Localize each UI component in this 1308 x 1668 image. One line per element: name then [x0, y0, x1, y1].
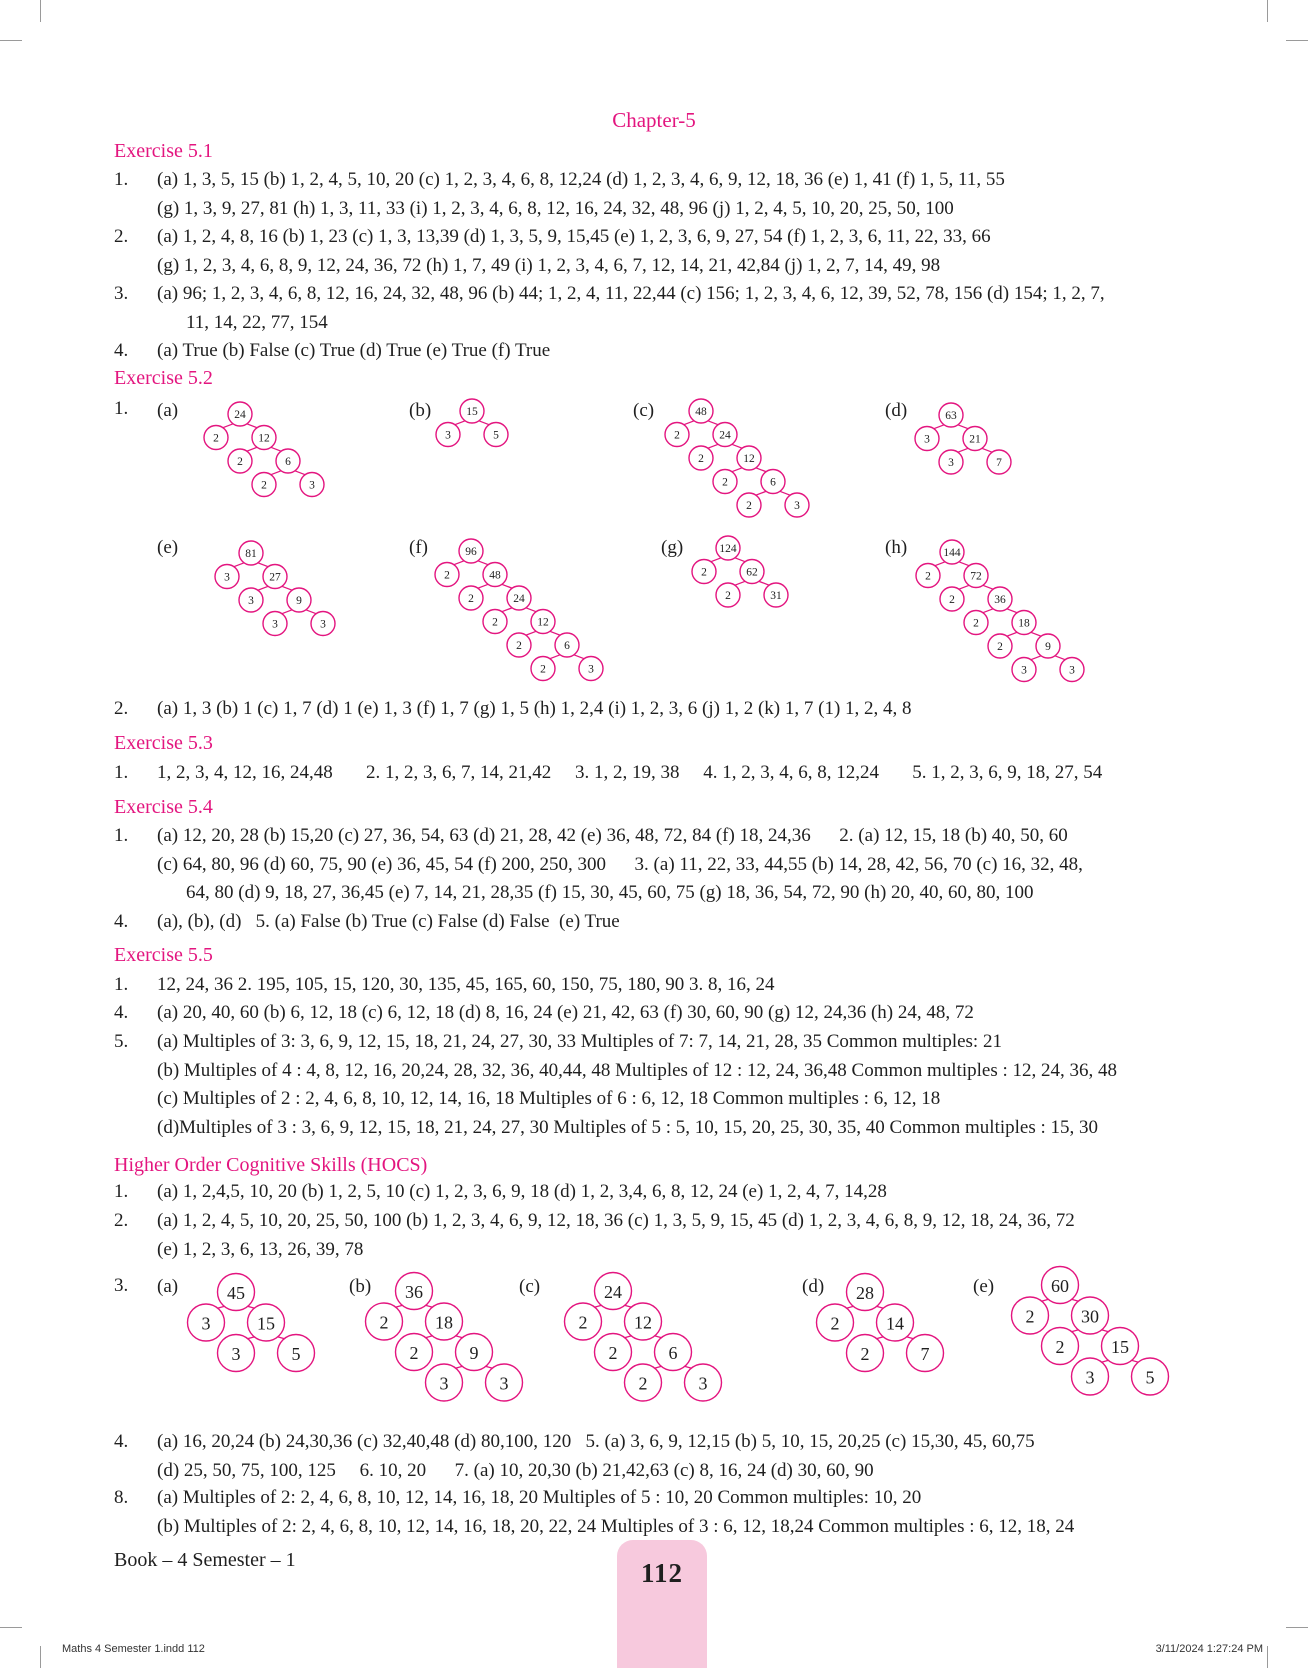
tree-node-value: 5	[1145, 1367, 1155, 1388]
tree-node-value: 2	[725, 590, 731, 602]
tree-node	[531, 610, 555, 634]
tree-node	[964, 611, 988, 635]
tree-node	[964, 564, 988, 588]
tree-node	[366, 1303, 403, 1340]
tree-node-value: 36	[994, 594, 1006, 606]
tree-node	[740, 560, 764, 584]
tree-node-value: 2	[925, 570, 931, 583]
tree-node-value: 72	[970, 570, 982, 583]
tree-node	[435, 563, 459, 587]
tree-node	[988, 587, 1012, 611]
tree-node-value: 30	[1081, 1306, 1099, 1327]
tree-node-value: 12	[743, 453, 755, 465]
tree-node-value: 3	[201, 1313, 211, 1334]
tree-node	[737, 446, 761, 470]
tree-node-value: 3	[588, 663, 594, 676]
answer-line: (a) 16, 20,24 (b) 24,30,36 (c) 32,40,48 (d) 80,100, 120 5. (a) 3, 6, 9, 12,15 (b) 5, 10, 15, 20,25 (c) 15,30, 45, 60,75	[157, 1431, 1035, 1452]
tree-node	[396, 1334, 433, 1371]
tree-node-value: 6	[564, 640, 570, 652]
book-semester-label: Book – 4 Semester – 1	[114, 1549, 296, 1571]
item-number: 1.	[114, 762, 129, 783]
tree-node	[579, 657, 603, 681]
tree-node-value: 3	[1021, 664, 1027, 677]
tree-node	[239, 588, 263, 612]
tree-node	[507, 586, 531, 610]
item-number: 5.	[114, 1031, 129, 1052]
answer-line: (a) 1, 2,4,5, 10, 20 (b) 1, 2, 5, 10 (c) 1, 2, 3, 6, 9, 18 (d) 1, 2, 3,4, 6, 8, 12, 24 (e) 1, 2, 4, 7, 14,28	[157, 1181, 887, 1202]
item-number: 1.	[114, 974, 129, 995]
tree-node-value: 2	[608, 1343, 618, 1363]
answer-line: (d) 25, 50, 75, 100, 125 6. 10, 20 7. (a) 10, 20,30 (b) 21,42,63 (c) 8, 16, 24 (d) 30, 60, 90	[157, 1459, 874, 1481]
tree-node-value: 3	[948, 457, 954, 469]
tree-node	[689, 446, 713, 470]
tree-node	[311, 612, 335, 636]
tree-node-value: 2	[213, 432, 219, 445]
tree-node-value: 48	[489, 569, 501, 582]
tree-node	[764, 583, 788, 607]
hocs-tree-label: (a)	[157, 1276, 179, 1297]
answer-line: (a) 1, 3 (b) 1 (c) 1, 7 (d) 1 (e) 1, 3 (f) 1, 7 (g) 1, 5 (h) 1, 2,4 (i) 1, 2, 3, 6 (j) 1, 2 (k) 1, 7 (1) 1, 2, 4, 8	[157, 698, 912, 719]
tree-node	[287, 588, 311, 612]
tree-node-value: 15	[257, 1313, 275, 1334]
chapter-title: Chapter-5	[612, 108, 696, 132]
tree-node	[1042, 1328, 1079, 1365]
tree-node	[939, 450, 963, 474]
tree-node-value: 21	[969, 433, 981, 446]
hocs-tree-label: (d)	[802, 1276, 825, 1297]
tree-node-value: 6	[668, 1343, 678, 1363]
tree-node	[486, 1364, 523, 1401]
tree-node-value: 36	[405, 1282, 423, 1302]
tree-node	[1012, 611, 1036, 635]
tree-node	[1072, 1358, 1109, 1395]
tree-node	[483, 610, 507, 634]
answer-line: (a) 96; 1, 2, 3, 4, 6, 8, 12, 16, 24, 32, 48, 96 (b) 44; 1, 2, 4, 11, 22,44 (c) 156; 1, 2, 3, 4, 6, 12, 39, 52, 78, 156 (d) 154; 1, 2, 7,	[157, 283, 1105, 304]
tree-node-value: 2	[949, 594, 955, 606]
exercise-5-1-heading: Exercise 5.1	[114, 140, 213, 162]
ex52-tree-label: (f)	[409, 537, 428, 558]
answer-line: 64, 80 (d) 9, 18, 27, 36,45 (e) 7, 14, 21, 28,35 (f) 15, 30, 45, 60, 75 (g) 18, 36, 54, 72, 90 (h) 20, 40, 60, 80, 100	[186, 882, 1034, 903]
tree-node	[595, 1273, 632, 1310]
item-number: 2.	[114, 226, 129, 247]
page-number: 112	[640, 1558, 683, 1588]
tree-node-value: 2	[409, 1343, 419, 1363]
tree-node-value: 3	[439, 1373, 449, 1394]
tree-node	[456, 1334, 493, 1371]
tree-node	[531, 657, 555, 681]
ex52-tree-label: (a)	[157, 400, 179, 421]
tree-node	[188, 1304, 225, 1341]
hocs-tree-label: (b)	[349, 1276, 372, 1297]
tree-node	[555, 633, 579, 657]
tree-node-value: 3	[794, 500, 800, 512]
tree-node-value: 2	[492, 616, 498, 629]
tree-node	[655, 1334, 692, 1371]
exercise-5-2-heading: Exercise 5.2	[114, 367, 213, 389]
tree-node-value: 2	[722, 476, 728, 489]
tree-node	[877, 1304, 914, 1341]
tree-node-value: 2	[638, 1373, 648, 1394]
tree-node	[565, 1303, 602, 1340]
tree-node-value: 7	[920, 1344, 930, 1364]
tree-node-value: 2	[674, 429, 680, 442]
tree-node-value: 3	[231, 1344, 241, 1364]
tree-node	[1102, 1328, 1139, 1365]
tree-node-value: 3	[698, 1373, 708, 1394]
item-number: 2.	[114, 698, 129, 719]
answer-line: (a) 12, 20, 28 (b) 15,20 (c) 27, 36, 54, 63 (d) 21, 28, 42 (e) 36, 48, 72, 84 (f) 18, 24,36 2. (a) 12, 15, 18 (b) 40, 50, 60	[157, 825, 1068, 846]
tree-node-value: 3	[499, 1373, 509, 1394]
tree-node	[252, 473, 276, 497]
ex52-tree-label: (d)	[885, 400, 908, 421]
answer-line: (a) Multiples of 2: 2, 4, 6, 8, 10, 12, 14, 16, 18, 20 Multiples of 5 : 10, 20 Common multiples: 10, 20	[157, 1487, 922, 1508]
tree-node	[1012, 658, 1036, 682]
tree-node-value: 2	[997, 641, 1003, 653]
tree-node-value: 24	[719, 429, 731, 442]
tree-node	[939, 403, 963, 427]
tree-node-value: 9	[1045, 641, 1051, 653]
tree-node-value: 2	[1055, 1337, 1065, 1357]
item-number: 3.	[114, 1275, 129, 1296]
tree-node-value: 2	[516, 640, 522, 652]
answer-line: (a) 1, 3, 5, 15 (b) 1, 2, 4, 5, 10, 20 (c) 1, 2, 3, 4, 6, 8, 12,24 (d) 1, 2, 3, 4, 6, 9, 12, 18, 36 (e) 1, 41 (f) 1, 5, 11, 55	[157, 169, 1005, 190]
tree-node-value: 18	[435, 1312, 453, 1333]
tree-node-value: 3	[1085, 1367, 1095, 1388]
ex52-tree-label: (h)	[885, 537, 908, 558]
hocs-tree-label: (e)	[973, 1276, 995, 1297]
exercise-5-4-heading: Exercise 5.4	[114, 796, 213, 818]
tree-node-value: 31	[770, 590, 782, 602]
tree-node	[1012, 1297, 1049, 1334]
tree-node-value: 2	[860, 1344, 870, 1364]
tree-node-value: 124	[719, 543, 737, 555]
tree-node-value: 14	[886, 1313, 904, 1334]
tree-node	[737, 493, 761, 517]
tree-node-value: 2	[468, 593, 474, 605]
tree-node	[785, 493, 809, 517]
tree-node-value: 3	[309, 479, 315, 492]
item-number: 1.	[114, 1181, 129, 1202]
answer-line: (g) 1, 2, 3, 4, 6, 8, 9, 12, 24, 36, 72 (h) 1, 7, 49 (i) 1, 2, 3, 4, 6, 7, 12, 14, 21, 42,84 (j) 1, 2, 7, 14, 49, 98	[157, 254, 941, 276]
tree-node	[915, 427, 939, 451]
tree-node-value: 2	[444, 569, 450, 582]
tree-node-value: 2	[379, 1312, 389, 1333]
item-number: 4.	[114, 1431, 129, 1452]
tree-node	[215, 565, 239, 589]
tree-node-value: 12	[537, 616, 549, 629]
ex52-tree-label: (c)	[633, 400, 655, 421]
answer-line: (a), (b), (d) 5. (a) False (b) True (c) False (d) False (e) True	[157, 911, 620, 932]
tree-node-value: 3	[1069, 664, 1075, 677]
hocs-heading: Higher Order Cognitive Skills (HOCS)	[114, 1154, 428, 1176]
tree-node	[716, 536, 740, 560]
tree-node	[248, 1304, 285, 1341]
tree-node	[916, 564, 940, 588]
answer-line: (a) Multiples of 3: 3, 6, 9, 12, 15, 18, 21, 24, 27, 30, 33 Multiples of 7: 7, 14, 21, 28, 35 Common multiples: 21	[157, 1031, 1002, 1052]
tree-node-value: 2	[973, 617, 979, 630]
tree-node-value: 5	[493, 429, 499, 442]
tree-node	[963, 427, 987, 451]
tree-node	[847, 1274, 884, 1311]
tree-node-value: 2	[237, 456, 243, 468]
answer-line: (g) 1, 3, 9, 27, 81 (h) 1, 3, 11, 33 (i) 1, 2, 3, 4, 6, 8, 12, 16, 24, 32, 48, 96 (j) 1, 2, 4, 5, 10, 20, 25, 50, 100	[157, 197, 954, 219]
tree-node-value: 60	[1051, 1276, 1069, 1296]
tree-node	[1036, 634, 1060, 658]
tree-node-value: 2	[746, 500, 752, 512]
tree-node	[239, 541, 263, 565]
tree-node-value: 6	[285, 456, 291, 468]
item-number: 4.	[114, 911, 129, 932]
tree-node-value: 6	[770, 476, 776, 489]
tree-node-value: 7	[996, 457, 1002, 469]
tree-node-value: 81	[245, 548, 257, 560]
tree-node-value: 15	[1111, 1337, 1129, 1357]
tree-node-value: 2	[578, 1312, 588, 1333]
tree-node	[228, 402, 252, 426]
tree-node	[987, 450, 1011, 474]
tree-node-value: 3	[224, 571, 230, 584]
tree-node	[228, 449, 252, 473]
answer-line: (d)Multiples of 3 : 3, 6, 9, 12, 15, 18, 21, 24, 27, 30 Multiples of 5 : 5, 10, 15, 20, 25, 30, 35, 40 Common multiples : 15, 30	[157, 1116, 1099, 1138]
tree-node-value: 3	[272, 618, 278, 631]
tree-node	[713, 470, 737, 494]
tree-node	[817, 1304, 854, 1341]
answer-line: 12, 24, 36 2. 195, 105, 15, 120, 30, 135, 45, 165, 60, 150, 75, 180, 90 3. 8, 16, 24	[157, 974, 775, 995]
tree-node	[761, 470, 785, 494]
tree-node	[507, 633, 531, 657]
tree-node-value: 63	[945, 410, 957, 422]
tree-node	[263, 612, 287, 636]
ex52-tree-label: (b)	[409, 400, 432, 421]
tree-node	[483, 563, 507, 587]
tree-node	[460, 399, 484, 423]
item-number: 1.	[114, 398, 129, 419]
answer-line: 1, 2, 3, 4, 12, 16, 24,48 2. 1, 2, 3, 6, 7, 14, 21,42 3. 1, 2, 19, 38 4. 1, 2, 3, 4, 6, 8, 12,24 5. 1, 2, 3, 6, 9, 18, 27, 54	[157, 762, 1103, 783]
tree-node-value: 24	[234, 409, 246, 421]
item-number: 1.	[114, 169, 129, 190]
tree-node	[436, 423, 460, 447]
answer-line: 11, 14, 22, 77, 154	[186, 311, 328, 333]
tree-node-value: 144	[943, 547, 961, 559]
tree-node-value: 9	[296, 595, 302, 607]
answer-line: (a) True (b) False (c) True (d) True (e) True (f) True	[157, 340, 551, 361]
tree-node	[625, 1303, 662, 1340]
tree-node	[625, 1364, 662, 1401]
tree-node-value: 2	[698, 453, 704, 465]
answer-line: (a) 20, 40, 60 (b) 6, 12, 18 (c) 6, 12, 18 (d) 8, 16, 24 (e) 21, 42, 63 (f) 30, 60, 90 (g) 12, 24,36 (h) 24, 48, 72	[157, 1002, 974, 1023]
tree-node	[484, 423, 508, 447]
tree-node	[426, 1303, 463, 1340]
tree-node-value: 48	[695, 406, 707, 418]
tree-node	[459, 586, 483, 610]
tree-node-value: 27	[269, 571, 281, 584]
tree-node-value: 62	[746, 566, 758, 579]
answer-line: (b) Multiples of 4 : 4, 8, 12, 16, 20,24, 28, 32, 36, 40,44, 48 Multiples of 12 : 12, 24, 36,48 Common multiples : 12, 24, 36, 48	[157, 1059, 1118, 1081]
item-number: 3.	[114, 283, 129, 304]
tree-node	[276, 449, 300, 473]
tree-node	[252, 426, 276, 450]
tree-node	[940, 540, 964, 564]
tree-node-value: 2	[1025, 1306, 1035, 1327]
tree-node	[300, 473, 324, 497]
answer-line: (c) Multiples of 2 : 2, 4, 6, 8, 10, 12, 14, 16, 18 Multiples of 6 : 6, 12, 18 Common multiples : 6, 12, 18	[157, 1088, 941, 1109]
item-number: 1.	[114, 825, 129, 846]
ex52-tree-label: (e)	[157, 537, 179, 558]
tree-node	[595, 1334, 632, 1371]
tree-node-value: 24	[513, 593, 525, 605]
tree-node-value: 2	[540, 663, 546, 676]
tree-node	[426, 1364, 463, 1401]
tree-node	[1132, 1358, 1169, 1395]
tree-node	[940, 587, 964, 611]
tree-node	[685, 1364, 722, 1401]
tree-node	[713, 423, 737, 447]
tree-node	[218, 1274, 255, 1311]
tree-node-value: 5	[291, 1344, 301, 1364]
tree-node-value: 45	[227, 1283, 245, 1303]
exercise-5-5-heading: Exercise 5.5	[114, 944, 213, 966]
tree-node-value: 3	[248, 595, 254, 607]
tree-node	[665, 423, 689, 447]
tree-node	[1042, 1267, 1079, 1304]
answer-line: (a) 1, 2, 4, 5, 10, 20, 25, 50, 100 (b) 1, 2, 3, 4, 6, 9, 12, 18, 36 (c) 1, 3, 5, 9, 15, 45 (d) 1, 2, 3, 4, 6, 8, 9, 12, 18, 24, 36, 72	[157, 1210, 1075, 1231]
tree-node	[689, 399, 713, 423]
item-number: 4.	[114, 340, 129, 361]
tree-node-value: 28	[856, 1283, 874, 1303]
tree-node	[263, 565, 287, 589]
tree-node	[396, 1273, 433, 1310]
item-number: 2.	[114, 1210, 129, 1231]
answer-line: (b) Multiples of 2: 2, 4, 6, 8, 10, 12, 14, 16, 18, 20, 22, 24 Multiples of 3 : 6, 12, 18,24 Common multiples : 6, 12, 18, 24	[157, 1515, 1075, 1537]
tree-node	[218, 1335, 255, 1372]
print-date: 3/11/2024 1:27:24 PM	[1155, 1643, 1263, 1655]
tree-node-value: 18	[1018, 617, 1030, 630]
item-number: 4.	[114, 1002, 129, 1023]
tree-node-value: 3	[320, 618, 326, 631]
tree-node	[459, 539, 483, 563]
tree-node-value: 2	[701, 566, 707, 579]
tree-node-value: 2	[261, 479, 267, 492]
tree-node	[1072, 1297, 1109, 1334]
tree-node	[1060, 658, 1084, 682]
tree-node-value: 12	[634, 1312, 652, 1333]
hocs-tree-label: (c)	[519, 1276, 541, 1297]
tree-node-value: 96	[465, 546, 477, 558]
tree-node-value: 3	[445, 429, 451, 442]
exercise-5-3-heading: Exercise 5.3	[114, 732, 213, 754]
tree-node	[907, 1335, 944, 1372]
tree-node-value: 15	[466, 406, 478, 418]
tree-node	[204, 426, 228, 450]
tree-node-value: 12	[258, 432, 270, 445]
tree-node	[278, 1335, 315, 1372]
tree-node	[988, 634, 1012, 658]
file-slug: Maths 4 Semester 1.indd 112	[62, 1643, 205, 1655]
answer-line: (c) 64, 80, 96 (d) 60, 75, 90 (e) 36, 45, 54 (f) 200, 250, 300 3. (a) 11, 22, 33, 44,55 (b) 14, 28, 42, 56, 70 (c) 16, 32, 48,	[157, 853, 1083, 875]
answer-line: (a) 1, 2, 4, 8, 16 (b) 1, 23 (c) 1, 3, 13,39 (d) 1, 3, 5, 9, 15,45 (e) 1, 2, 3, 6, 9, 27, 54 (f) 1, 2, 3, 6, 11, 22, 33, 66	[157, 226, 991, 247]
tree-node-value: 24	[604, 1282, 622, 1302]
item-number: 8.	[114, 1487, 129, 1508]
answer-line: (e) 1, 2, 3, 6, 13, 26, 39, 78	[157, 1238, 364, 1260]
tree-node	[716, 583, 740, 607]
tree-node	[847, 1335, 884, 1372]
tree-node-value: 9	[469, 1343, 479, 1363]
ex52-tree-label: (g)	[661, 537, 684, 558]
tree-node	[692, 560, 716, 584]
tree-node-value: 2	[830, 1313, 840, 1334]
tree-node-value: 3	[924, 433, 930, 446]
